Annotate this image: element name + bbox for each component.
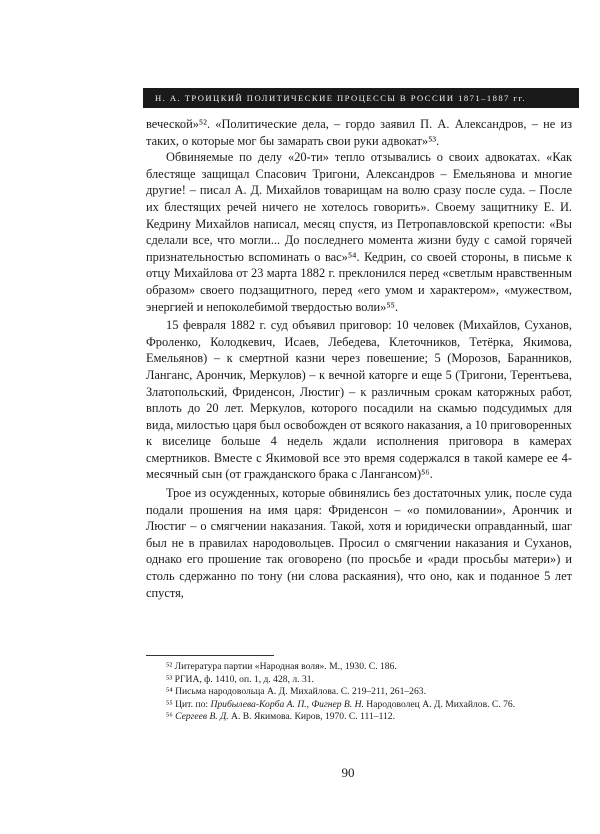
main-text [146, 116, 572, 601]
footnote-text: РГИА, ф. 1410, оп. 1, д. 428, л. 31. [174, 673, 314, 685]
paragraph-3: 15 февраля 1882 г. суд объявил приговор: 10 человек (Михайлов, Суханов, Фроленко, Колодкевич, Исаев, Лебедева, Клеточников, Тетёрка, Якимова, Емельянов) – к смертной казни через повешение; 5 (Морозов, Баранников, Ланганс, Арончик, Меркулов) – к вечной каторге и еще 5 (Тригони, Терентьева, Златопольский, Фриденсон, Люстиг) – к различным срокам каторжных работ, вплоть до 20 лет. Меркулов, которого посадили на скамью подсудимых для вида, милостью царя был освобожден от всякого наказания, а 10 приговоренных к виселице больше 4 недель ждали исполнения приговора в камерах смертников. Вместе с Якимовой все это время содержался в такой камере ее 4-месячный сын (от гражданского брака с Лангансом)⁵⁶. [146, 318, 572, 482]
footnote-prefix: Цит. по: [175, 698, 211, 710]
footnote-54 [146, 686, 576, 699]
paragraph-2: Обвиняемые по делу «20-ти» тепло отзывались о своих адвокатах. «Как блестяще защищал Спасович Тригони, Александров – Емельянова и многие другие! – писал А. Д. Михайлов товарищам на волю сразу после суда. – После их блестящих речей ничего не хотелось говорить». Своему защитнику Е. И. Кедрину Михайлов написал, месяц спустя, из Петропавловской крепости: «Вы сделали все, что могли... До последнего момента жизни буду с самой горячей признательностью вспоминать о вас»⁵⁴. Кедрин, со своей стороны, в письме к отцу Михайлова от 23 марта 1882 г. преклонился перед «светлым нравственным образом» своего подзащитного, перед «его умом и характером», «мужеством, энергией и непоколебимой твердостью воли»⁵⁵. [146, 150, 572, 314]
footnote-text: А. В. Якимова. Киров, 1970. С. 111–112. [228, 711, 396, 723]
footnote-text: Письма народовольца А. Д. Михайлова. С. 219–211, 261–263. [175, 686, 426, 698]
footnote-52 [146, 661, 576, 674]
footnote-number: ⁵³ [166, 673, 173, 685]
footnote-55 [146, 699, 576, 712]
footnote-56 [146, 711, 576, 724]
footnotes [146, 661, 576, 724]
running-title: Н. А. ТРОИЦКИЙ ПОЛИТИЧЕСКИЕ ПРОЦЕССЫ В РОССИИ 1871–1887 гг. [155, 93, 526, 103]
footnote-number: ⁵⁴ [166, 686, 173, 698]
footnote-number: ⁵² [166, 661, 173, 672]
footnote-text: Народоволец А. Д. Михайлов. С. 76. [363, 698, 516, 710]
paragraph-1: веческой»⁵². «Политические дела, – гордо заявил П. А. Александров, – не из таких, о которые мог бы замарать свои руки адвокат»⁵³. [146, 117, 572, 148]
page-number: 90 [341, 765, 355, 780]
footnote-text: Литература партии «Народная воля». М., 1930. С. 186. [174, 661, 397, 672]
footnote-divider [146, 655, 274, 656]
paragraph-4: Трое из осужденных, которые обвинялись без достаточных улик, после суда подали прошения на имя царя: Фриденсон – «о помиловании», Арончик и Люстиг – о смягчении наказания. Такой, хотя и юридически оправданный, шаг был не в правилах народовольцев. Просил о смягчении наказания и Суханов, однако его прошение так оговорено (по просьбе и «ради просьбы матери») и столь сдержанно по тону (ни слова раскаяния), что оно, как и поданное 5 лет спустя, [146, 486, 572, 600]
footnote-authors: Прибылева-Корба А. П., Фигнер В. Н. [210, 698, 364, 710]
footnote-number: ⁵⁶ [166, 711, 173, 723]
footnote-53 [146, 674, 576, 687]
footnote-number: ⁵⁵ [166, 698, 173, 710]
running-header [143, 88, 579, 108]
footnote-authors: Сергеев В. Д. [175, 711, 229, 723]
